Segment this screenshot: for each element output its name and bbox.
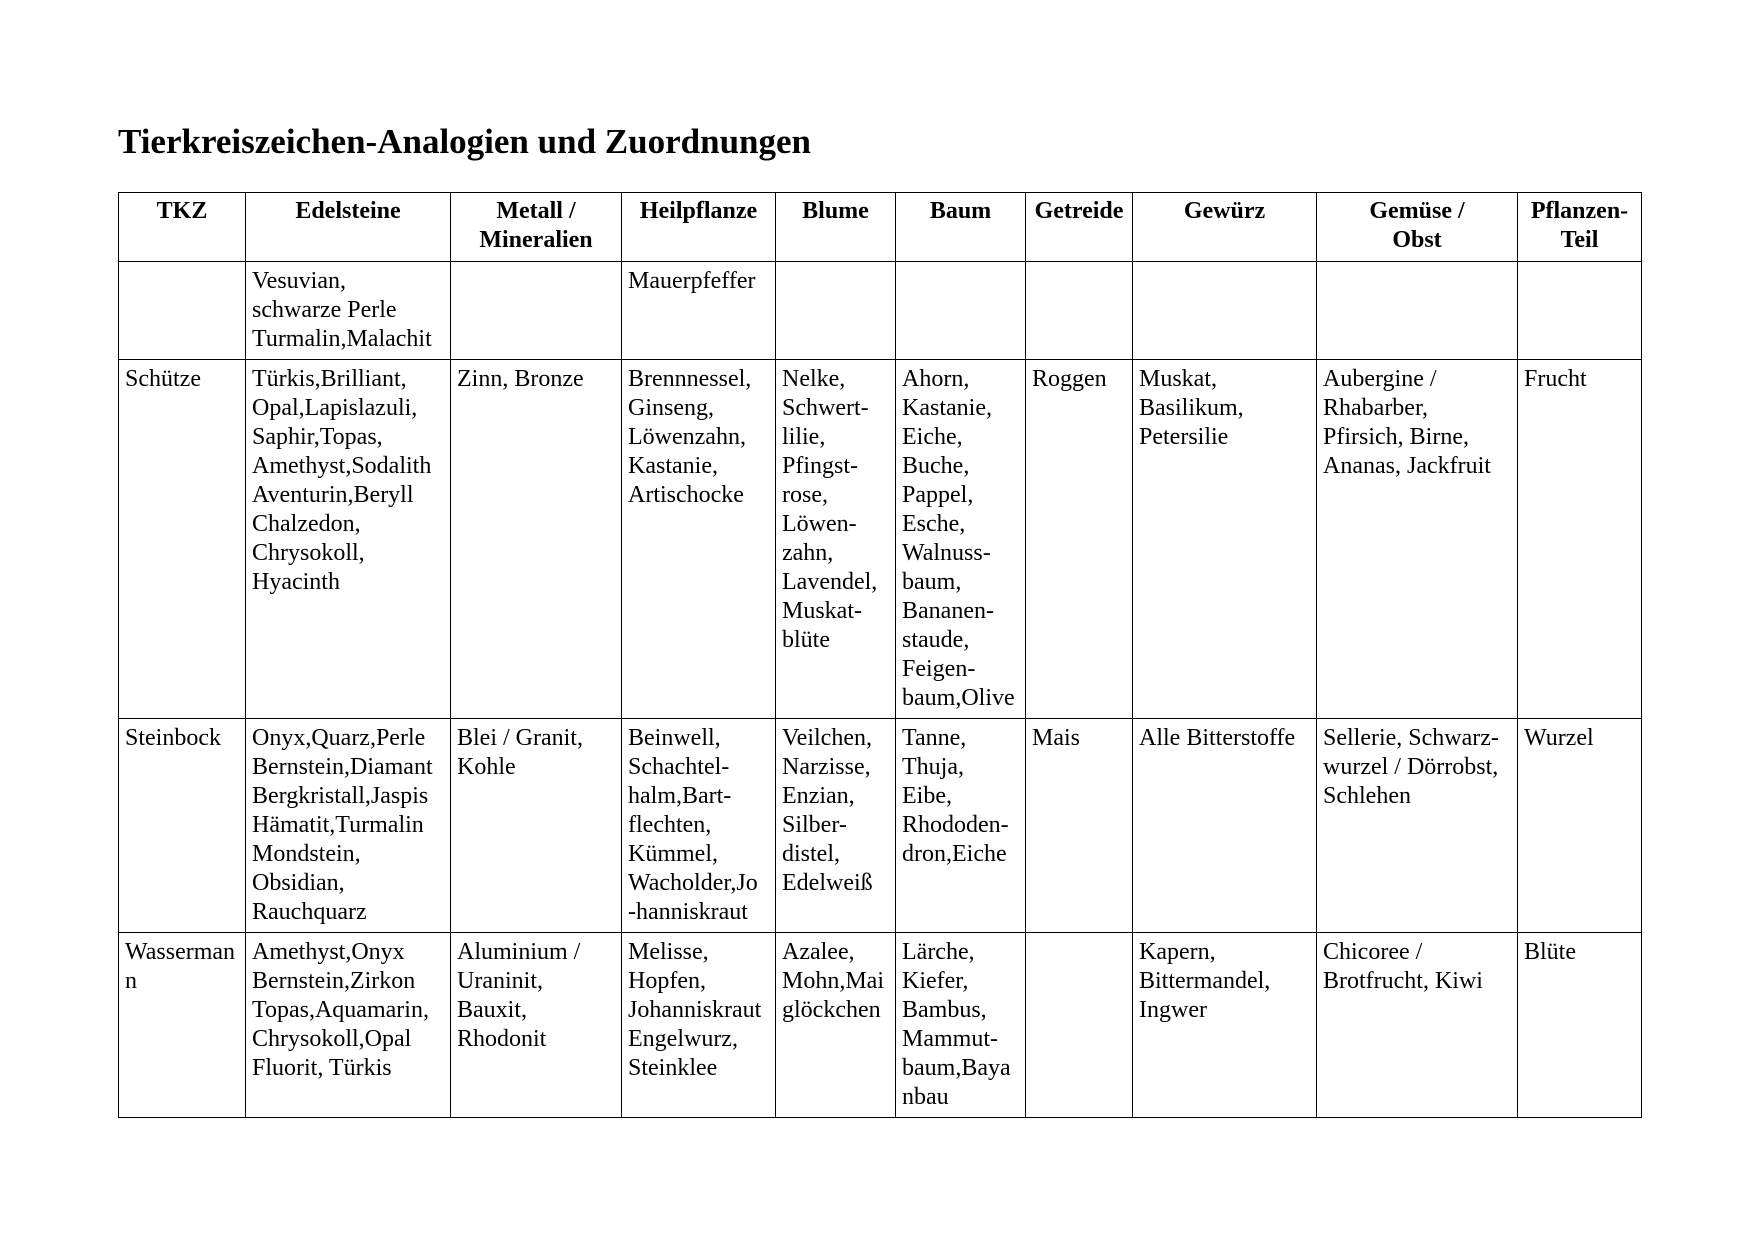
cell-tkz: Wasserman n xyxy=(119,933,246,1118)
cell-getreide: Mais xyxy=(1026,719,1133,933)
header-metall-mineralien: Metall / Mineralien xyxy=(451,193,622,262)
header-tkz: TKZ xyxy=(119,193,246,262)
cell-gemuese: Sellerie, Schwarz- wurzel / Dörrobst, Schlehen xyxy=(1317,719,1518,933)
cell-heilpflanze: Brennnessel, Ginseng, Löwenzahn, Kastanie, Artischocke xyxy=(622,360,776,719)
cell-edelsteine: Amethyst,Onyx Bernstein,Zirkon Topas,Aquamarin, Chrysokoll,Opal Fluorit, Türkis xyxy=(246,933,451,1118)
cell-edelsteine: Vesuvian, schwarze Perle Turmalin,Malachit xyxy=(246,262,451,360)
table-row xyxy=(119,360,1642,719)
cell-heilpflanze: Mauerpfeffer xyxy=(622,262,776,360)
table-row xyxy=(119,719,1642,933)
cell-pflanzenteil: Blüte xyxy=(1518,933,1642,1118)
cell-blume: Veilchen, Narzisse, Enzian, Silber- distel, Edelweiß xyxy=(776,719,896,933)
cell-gewuerz: Alle Bitterstoffe xyxy=(1133,719,1317,933)
header-blume: Blume xyxy=(776,193,896,262)
cell-getreide: Roggen xyxy=(1026,360,1133,719)
table-header-row xyxy=(119,193,1642,262)
header-gemuese-obst: Gemüse / Obst xyxy=(1317,193,1518,262)
cell-gewuerz xyxy=(1133,262,1317,360)
cell-heilpflanze: Beinwell, Schachtel- halm,Bart- flechten, Kümmel, Wacholder,Jo -hanniskraut xyxy=(622,719,776,933)
cell-blume xyxy=(776,262,896,360)
cell-edelsteine: Türkis,Brilliant, Opal,Lapislazuli, Saphir,Topas, Amethyst,Sodalith Aventurin,Beryll Chalzedon, Chrysokoll, Hyacinth xyxy=(246,360,451,719)
cell-baum: Ahorn, Kastanie, Eiche, Buche, Pappel, Esche, Walnuss- baum, Bananen- staude, Feigen- baum,Olive xyxy=(896,360,1026,719)
cell-gemuese: Aubergine / Rhabarber, Pfirsich, Birne, Ananas, Jackfruit xyxy=(1317,360,1518,719)
cell-gewuerz: Muskat, Basilikum, Petersilie xyxy=(1133,360,1317,719)
cell-metall xyxy=(451,262,622,360)
cell-tkz xyxy=(119,262,246,360)
cell-gemuese: Chicoree / Brotfrucht, Kiwi xyxy=(1317,933,1518,1118)
cell-gemuese xyxy=(1317,262,1518,360)
header-edelsteine: Edelsteine xyxy=(246,193,451,262)
header-baum: Baum xyxy=(896,193,1026,262)
header-getreide: Getreide xyxy=(1026,193,1133,262)
cell-getreide xyxy=(1026,933,1133,1118)
zodiac-analogies-table xyxy=(118,192,1642,1118)
cell-tkz: Schütze xyxy=(119,360,246,719)
cell-gewuerz: Kapern, Bittermandel, Ingwer xyxy=(1133,933,1317,1118)
cell-metall: Blei / Granit, Kohle xyxy=(451,719,622,933)
cell-heilpflanze: Melisse, Hopfen, Johanniskraut Engelwurz, Steinklee xyxy=(622,933,776,1118)
table-row xyxy=(119,262,1642,360)
page-title: Tierkreiszeichen-Analogien und Zuordnungen xyxy=(118,122,811,161)
header-heilpflanze: Heilpflanze xyxy=(622,193,776,262)
cell-baum xyxy=(896,262,1026,360)
cell-blume: Nelke, Schwert- lilie, Pfingst- rose, Löwen- zahn, Lavendel, Muskat- blüte xyxy=(776,360,896,719)
header-pflanzenteil: Pflanzen- Teil xyxy=(1518,193,1642,262)
cell-pflanzenteil: Wurzel xyxy=(1518,719,1642,933)
cell-getreide xyxy=(1026,262,1133,360)
cell-tkz: Steinbock xyxy=(119,719,246,933)
cell-baum: Tanne, Thuja, Eibe, Rhododen- dron,Eiche xyxy=(896,719,1026,933)
cell-pflanzenteil: Frucht xyxy=(1518,360,1642,719)
table-row xyxy=(119,933,1642,1118)
cell-blume: Azalee, Mohn,Mai glöckchen xyxy=(776,933,896,1118)
cell-pflanzenteil xyxy=(1518,262,1642,360)
cell-baum: Lärche, Kiefer, Bambus, Mammut- baum,Baya nbau xyxy=(896,933,1026,1118)
cell-metall: Aluminium / Uraninit, Bauxit, Rhodonit xyxy=(451,933,622,1118)
header-gewuerz: Gewürz xyxy=(1133,193,1317,262)
cell-edelsteine: Onyx,Quarz,Perle Bernstein,Diamant Bergkristall,Jaspis Hämatit,Turmalin Mondstein, Obsidian, Rauchquarz xyxy=(246,719,451,933)
cell-metall: Zinn, Bronze xyxy=(451,360,622,719)
